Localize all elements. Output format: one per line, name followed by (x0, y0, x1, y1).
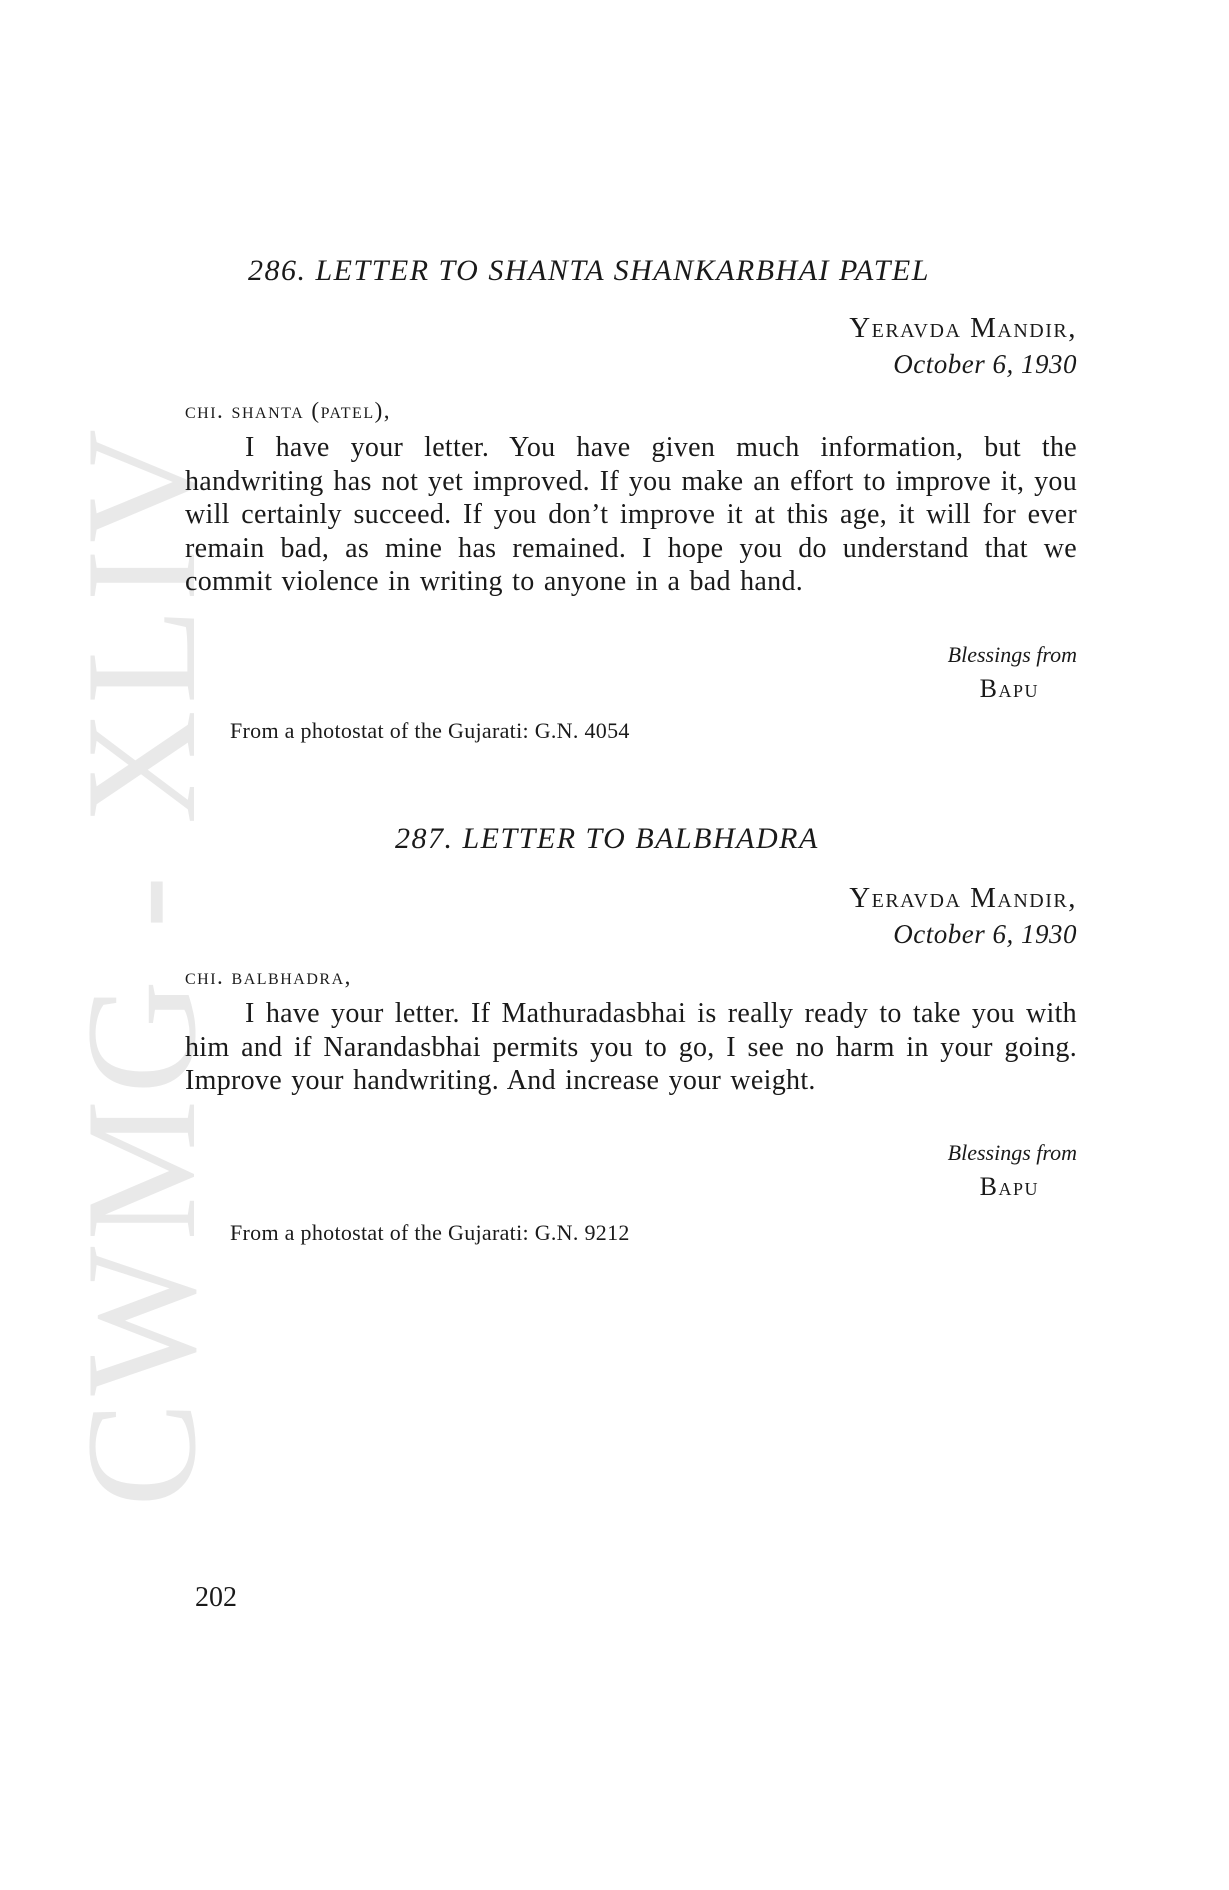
letter-body: I have your letter. You have given much information, but the handwriting has not yet improved. If you make an effort to improve it, you will certainly succeed. If you don’t improve it at this age, it will for ever remain bad, as mine has remained. I hope you do understand that we commit violence in writing to anyone in a bad hand. (185, 432, 1077, 598)
page-number: 202 (195, 1582, 237, 1613)
source-note: From a photostat of the Gujarati: G.N. 9212 (230, 1220, 630, 1245)
place: Yeravda Mandir, (849, 882, 1077, 914)
place-date-block (849, 880, 1077, 952)
place: Yeravda Mandir, (849, 312, 1077, 344)
date: October 6, 1930 (893, 349, 1077, 379)
blessings: Blessings from (947, 1140, 1077, 1165)
letter-heading: 286. LETTER TO SHANTA SHANKARBHAI PATEL (248, 254, 930, 287)
date: October 6, 1930 (893, 919, 1077, 949)
salutation: chi. shanta (patel), (185, 398, 392, 423)
letter-heading: 287. LETTER TO BALBHADRA (395, 822, 819, 855)
blessings: Blessings from (947, 642, 1077, 667)
watermark-text: CWMG - XLIV (54, 422, 229, 1508)
salutation: chi. balbhadra, (185, 964, 352, 989)
source-note: From a photostat of the Gujarati: G.N. 4054 (230, 718, 630, 743)
signature-block (948, 638, 1077, 706)
signer: Bapu (979, 674, 1039, 703)
signer: Bapu (979, 1172, 1039, 1201)
signature-block (948, 1136, 1077, 1204)
letter-body: I have your letter. If Mathuradasbhai is really ready to take you with him and if Narandasbhai permits you to go, I see no harm in your going. Improve your handwriting. And increase your weight. (185, 998, 1077, 1097)
place-date-block (849, 310, 1077, 382)
